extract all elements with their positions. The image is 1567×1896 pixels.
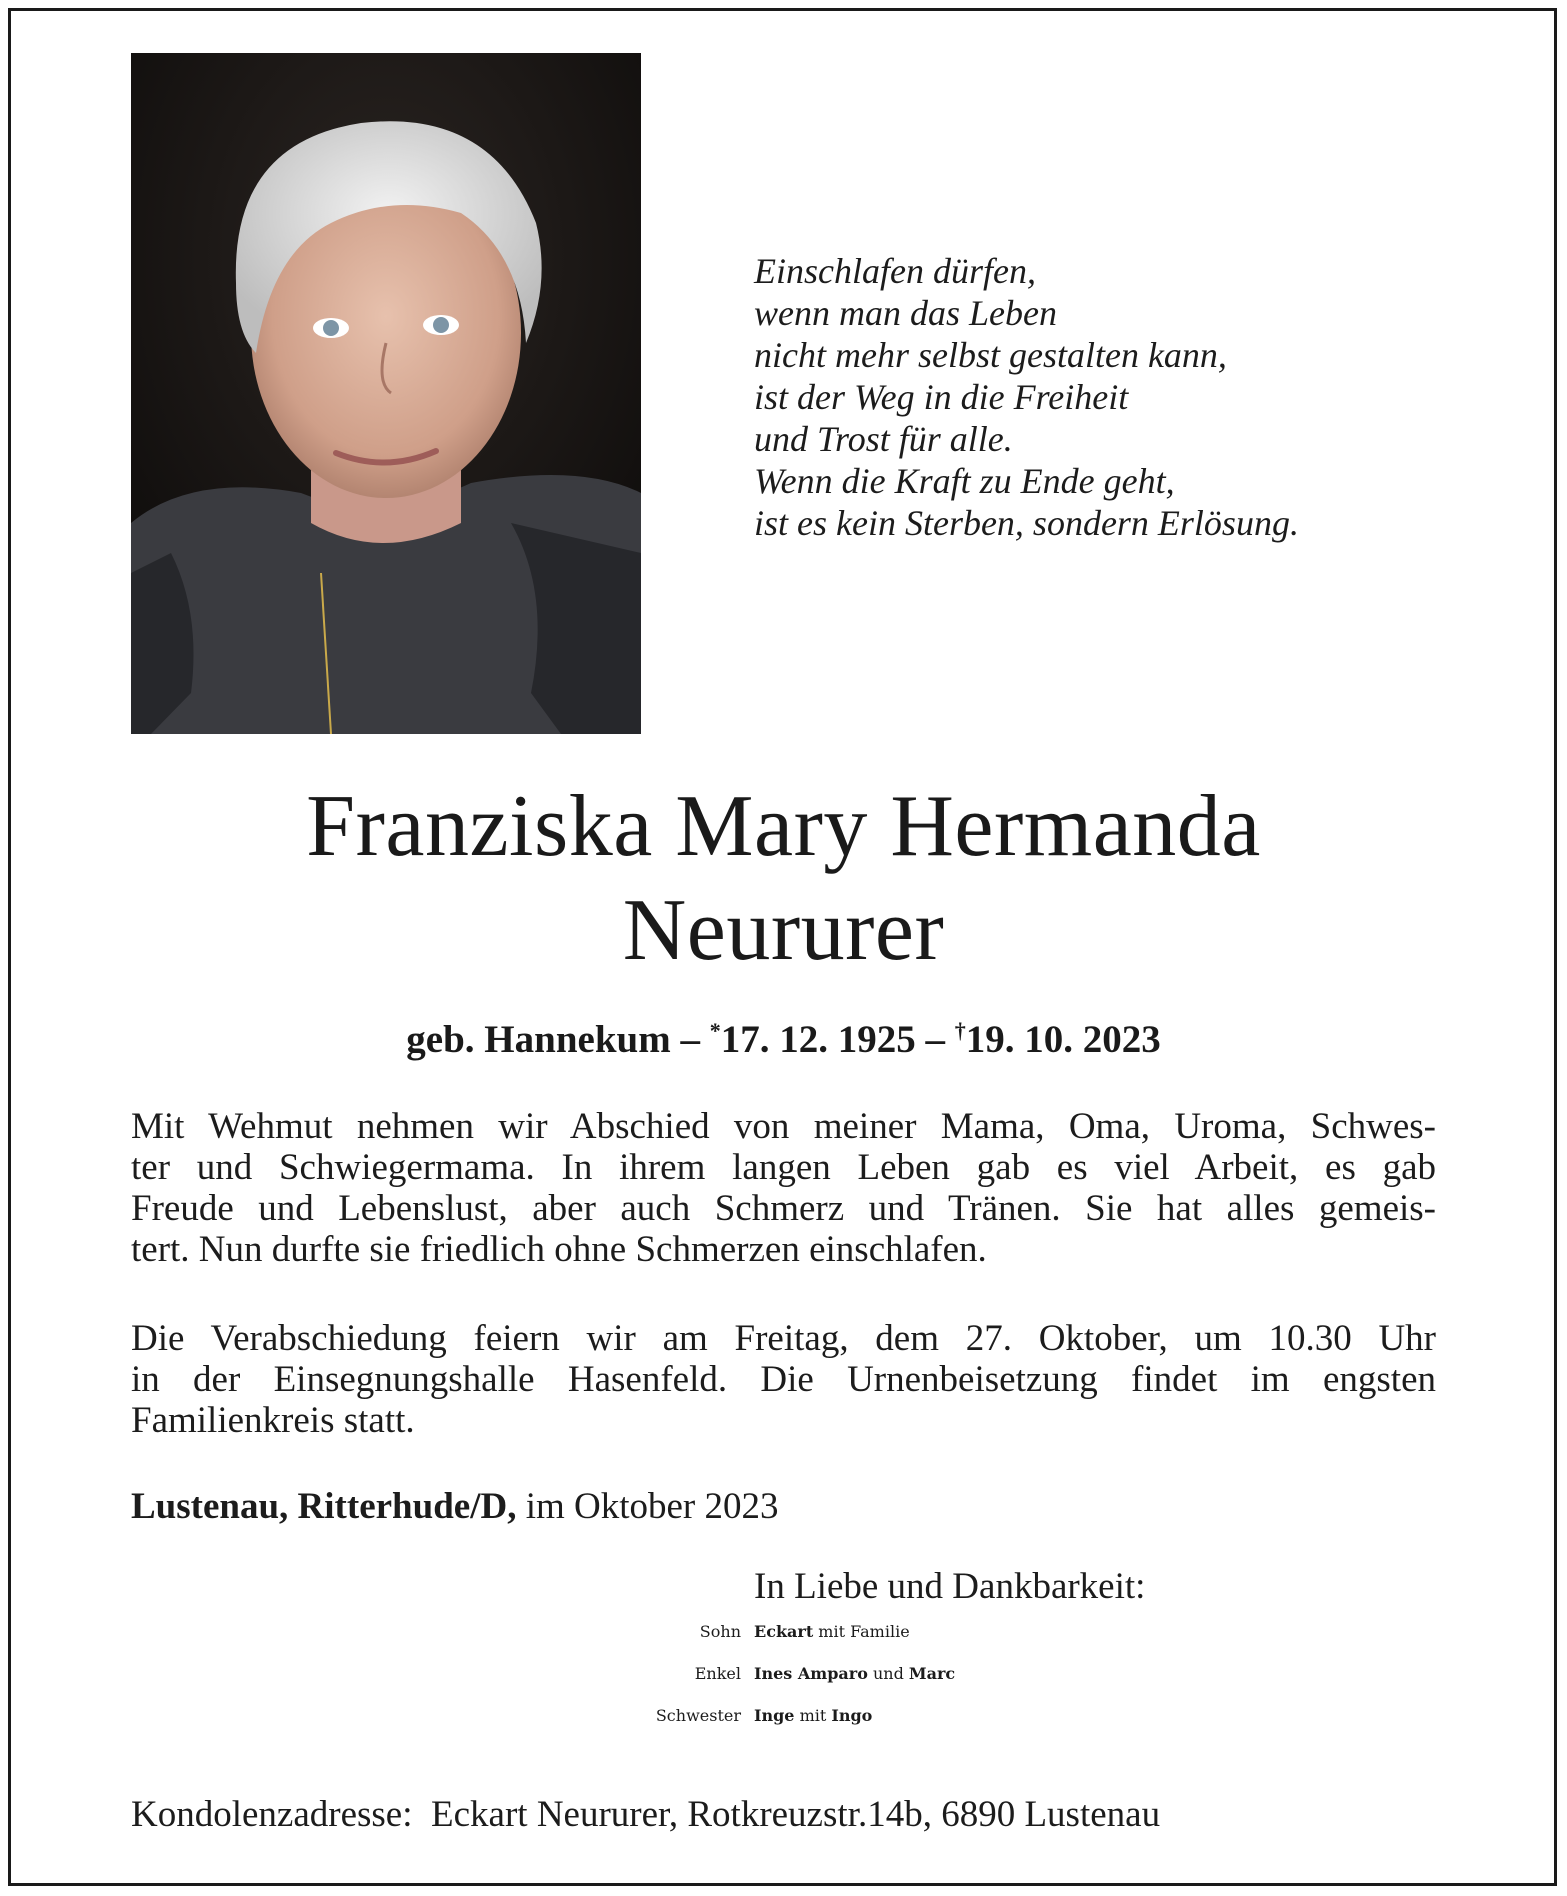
life-dates [0, 1017, 1567, 1062]
paragraph-line: ter und Schwiegermama. In ihrem langen Leben gab es viel Arbeit, es gab [131, 1147, 1436, 1188]
paragraph-line: Familienkreis statt. [131, 1400, 415, 1441]
condolence-address [131, 1793, 1160, 1836]
poem-line: und Trost für alle. [754, 419, 1013, 459]
date-text: im Oktober 2023 [516, 1486, 779, 1527]
paragraph-line: in der Einsegnungshalle Hasenfeld. Die Urnenbeisetzung findet im engsten [131, 1359, 1436, 1400]
deceased-name-last: Neururer [622, 882, 945, 979]
relative-names [754, 1664, 955, 1683]
paragraph-line: Die Verabschiedung feiern wir am Freitag, dem 27. Oktober, um 10.30 Uhr [131, 1318, 1436, 1359]
poem-line: ist es kein Sterben, sondern Erlösung. [754, 503, 1299, 543]
address-label: Kondolenzadresse: [131, 1794, 413, 1835]
paragraph-line: Freude und Lebenslust, aber auch Schmerz und Tränen. Sie hat alles gemeis- [131, 1188, 1436, 1229]
relative-role: Sohn [699, 1622, 741, 1641]
poem-line: ist der Weg in die Freiheit [754, 377, 1129, 417]
place-and-date [131, 1485, 779, 1528]
relative-row [0, 1706, 1567, 1748]
death-symbol: † [954, 1018, 966, 1043]
ceremony-paragraph [131, 1318, 1436, 1441]
birth-symbol: * [709, 1018, 721, 1043]
poem-line: nicht mehr selbst gestalten kann, [754, 335, 1227, 375]
relative-name: Ingo [831, 1706, 873, 1725]
paragraph-line: Mit Wehmut nehmen wir Abschied von meiner Mama, Oma, Uroma, Schwes- [131, 1106, 1436, 1147]
relative-row [0, 1664, 1567, 1706]
farewell-paragraph [131, 1106, 1436, 1270]
portrait-photo [131, 53, 641, 734]
relative-name: Marc [908, 1664, 956, 1683]
relative-names [754, 1622, 910, 1641]
relative-connector: mit [794, 1706, 832, 1725]
dash: – [915, 1018, 955, 1061]
relative-row [0, 1622, 1567, 1664]
relative-connector: und [867, 1664, 909, 1683]
relative-name: Eckart [754, 1622, 814, 1641]
relative-role: Schwester [655, 1706, 741, 1725]
poem [754, 250, 1299, 544]
death-date: 19. 10. 2023 [965, 1018, 1161, 1061]
poem-line: Wenn die Kraft zu Ende geht, [754, 461, 1175, 501]
relative-names [754, 1706, 872, 1725]
relative-connector: mit Familie [813, 1622, 910, 1641]
locations: Lustenau, Ritterhude/D, [131, 1486, 517, 1527]
birth-name: geb. Hannekum [406, 1018, 671, 1061]
relative-name: Inge [754, 1706, 795, 1725]
dash: – [670, 1018, 710, 1061]
relative-name: Ines Amparo [754, 1664, 868, 1683]
poem-line: Einschlafen dürfen, [754, 251, 1036, 291]
poem-line: wenn man das Leben [754, 293, 1057, 333]
deceased-name-first: Franziska Mary Hermanda [306, 778, 1261, 875]
paragraph-line: tert. Nun durfte sie friedlich ohne Schmerzen einschlafen. [131, 1229, 987, 1270]
birth-date: 17. 12. 1925 [720, 1018, 916, 1061]
relative-role: Enkel [694, 1664, 741, 1683]
address-value: Eckart Neururer, Rotkreuzstr.14b, 6890 Lustenau [412, 1794, 1161, 1835]
thanks-line: In Liebe und Dankbarkeit: [754, 1566, 1146, 1607]
